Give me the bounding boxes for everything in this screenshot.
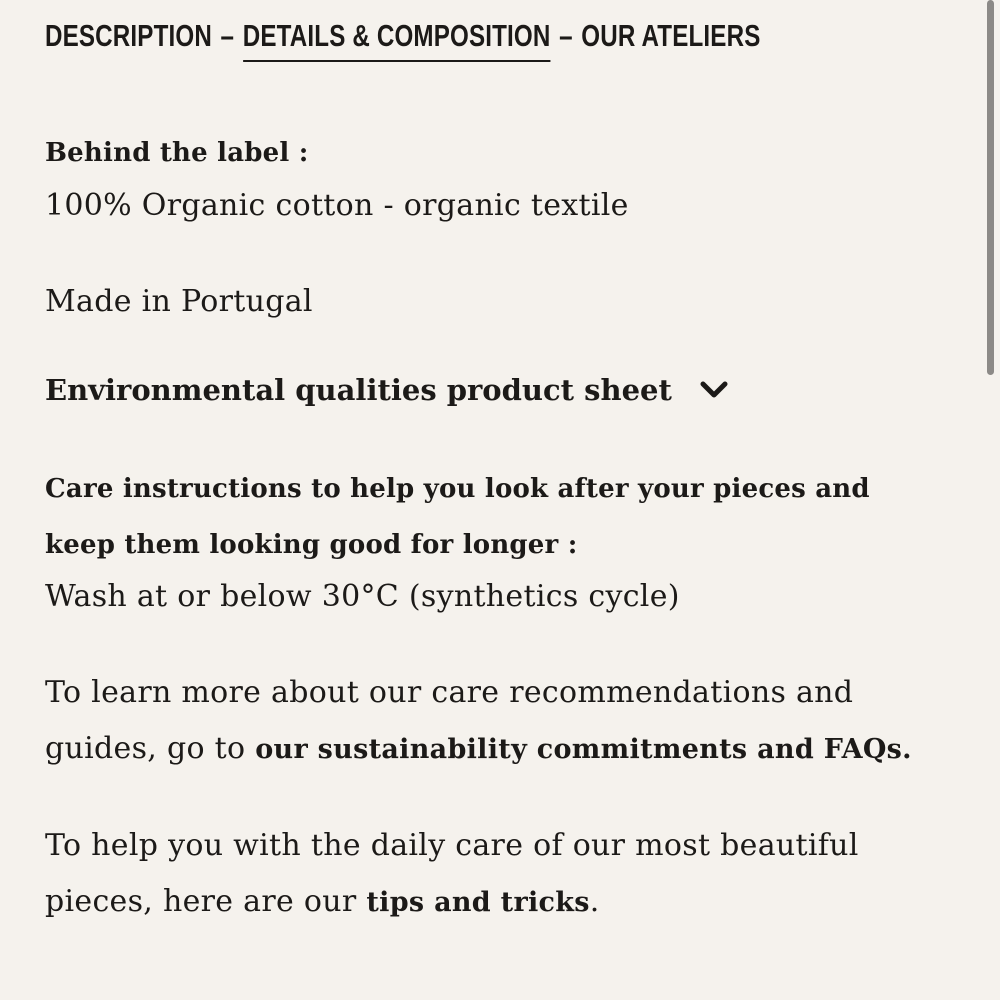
scrollbar-thumb[interactable] (987, 0, 994, 375)
wash-instructions: Wash at or below 30°C (synthetics cycle) (45, 579, 680, 614)
tab-details-composition[interactable]: DETAILS & COMPOSITION (243, 18, 551, 62)
origin-text: Made in Portugal (45, 284, 313, 319)
sustainability-faq-link[interactable]: our sustainability commitments and FAQs. (255, 734, 912, 765)
composition-text: 100% Organic cotton - organic textile (45, 188, 629, 223)
tips-line1: To help you with the daily care of our most beautiful (45, 828, 859, 863)
learn-more-line1: To learn more about our care recommendations and (45, 675, 854, 710)
tab-description[interactable]: DESCRIPTION (45, 18, 212, 53)
environmental-sheet-toggle[interactable] (45, 373, 730, 407)
chevron-down-icon (698, 379, 730, 401)
tips-prefix: pieces, here are our (45, 884, 367, 919)
tab-bar (45, 18, 760, 62)
learn-more-line2 (45, 731, 912, 766)
behind-label-heading: Behind the label : (45, 138, 309, 168)
tips-line2 (45, 884, 600, 919)
tips-suffix: . (589, 884, 600, 919)
care-heading-line1: Care instructions to help you look after your pieces and (45, 474, 870, 504)
tab-separator: – (559, 18, 573, 53)
learn-more-prefix: guides, go to (45, 731, 256, 766)
tab-separator: – (220, 18, 235, 53)
tips-and-tricks-link[interactable]: tips and tricks (366, 887, 590, 918)
environmental-sheet-label: Environmental qualities product sheet (45, 373, 672, 407)
tab-our-ateliers[interactable]: OUR ATELIERS (581, 18, 761, 53)
care-heading-line2: keep them looking good for longer : (45, 530, 578, 560)
